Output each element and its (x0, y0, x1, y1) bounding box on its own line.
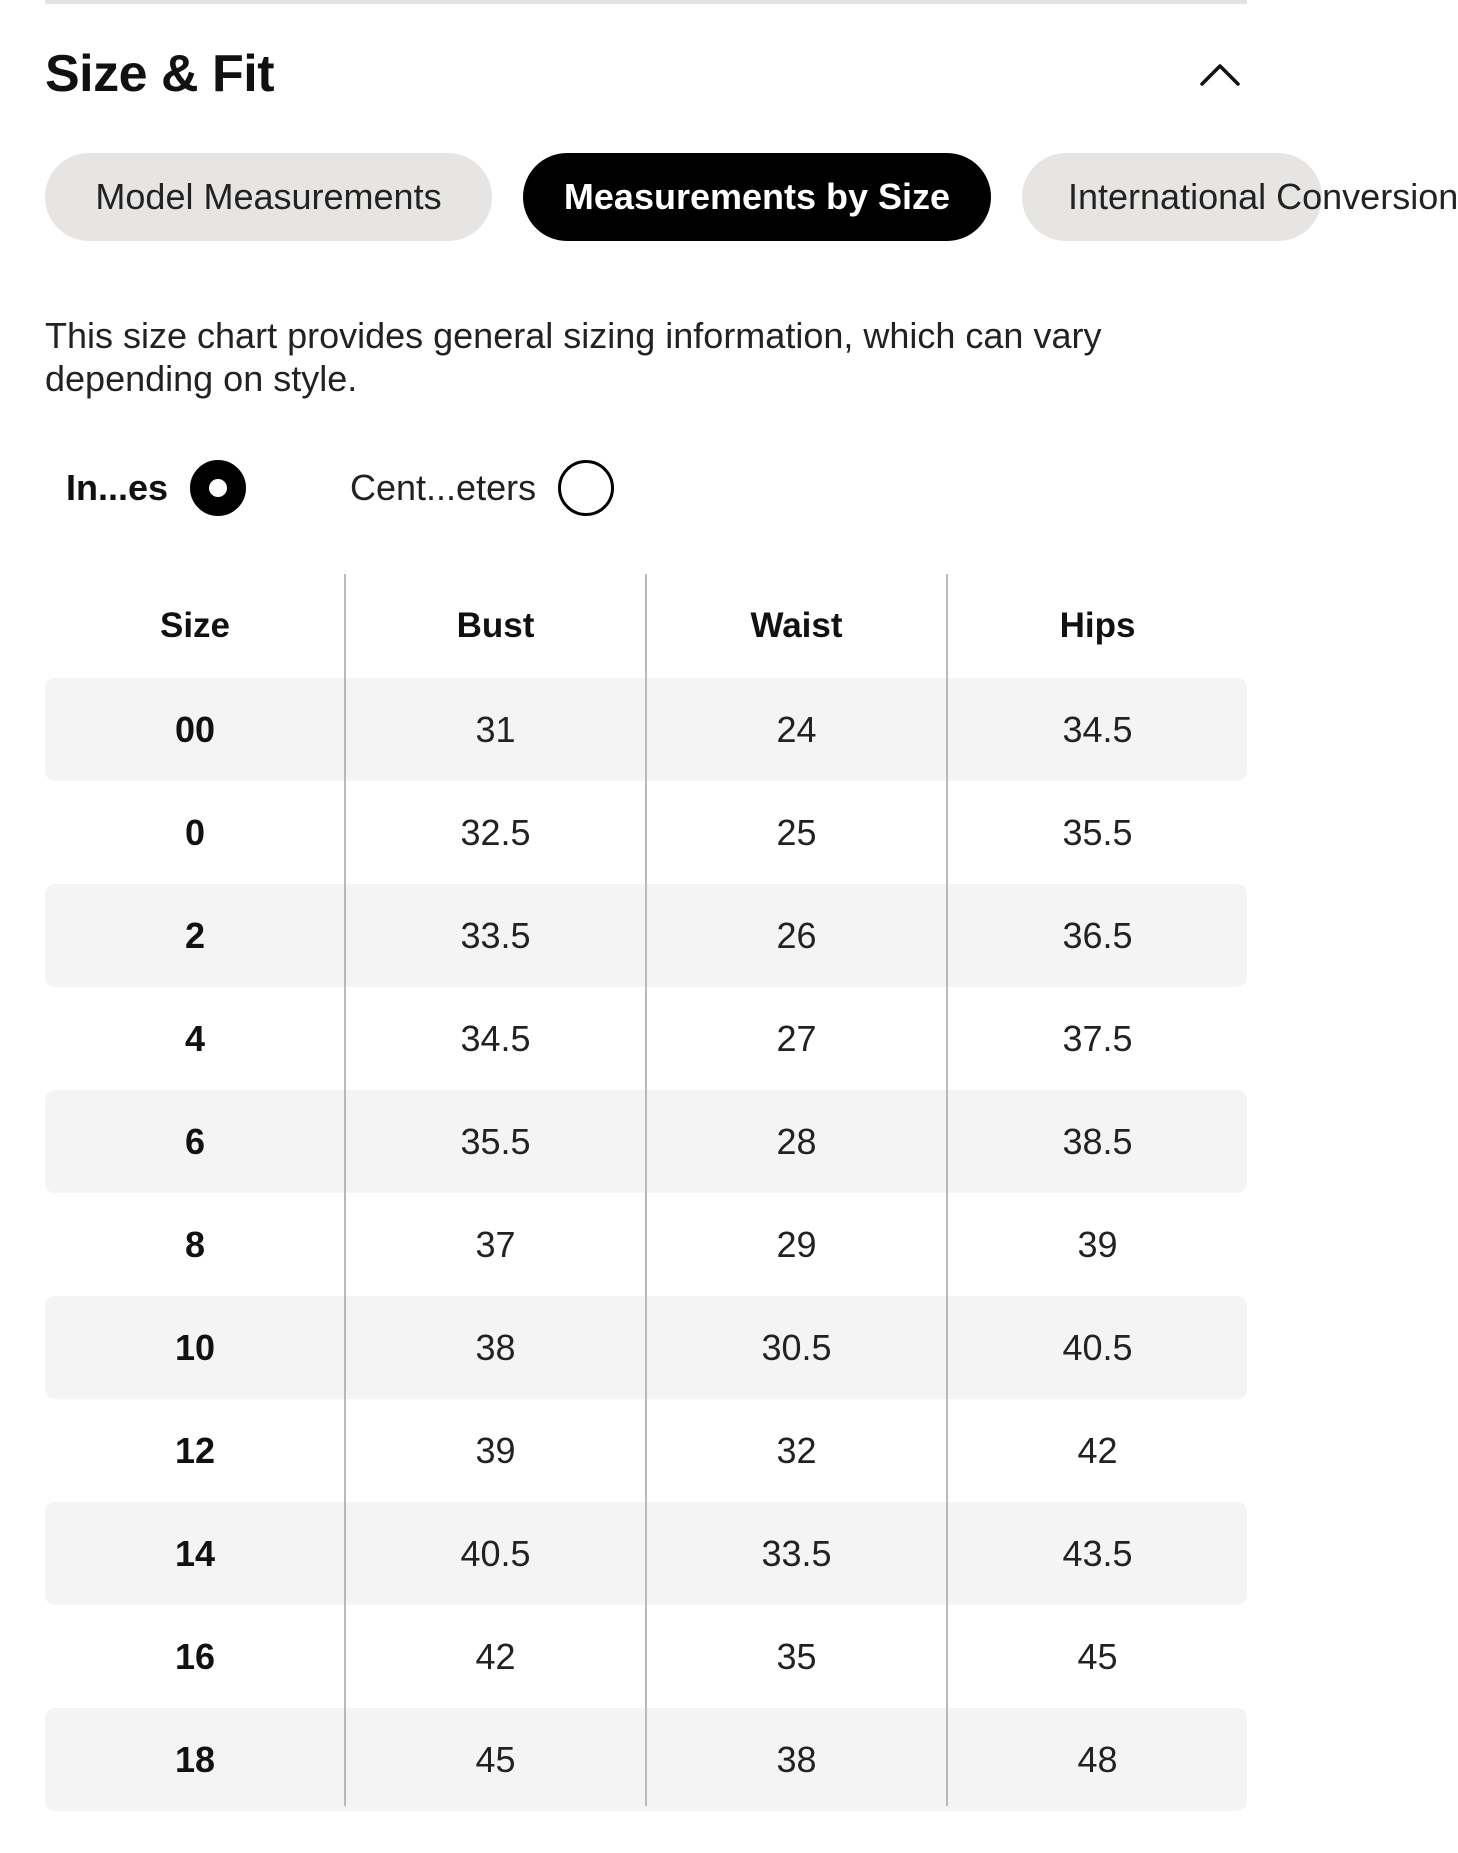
hips-cell: 45 (1077, 1635, 1118, 1677)
section-header (45, 38, 1247, 110)
column-divider (946, 574, 948, 1806)
bust-cell: 38 (475, 1326, 516, 1368)
tabs-strip (45, 153, 1458, 241)
bust-cell: 33.5 (460, 914, 531, 956)
hips-cell: 36.5 (1062, 914, 1133, 956)
unit-option-inches[interactable] (66, 458, 246, 518)
header-size: Size (159, 606, 231, 645)
inches-label: In...es (66, 467, 169, 508)
centimeters-radio[interactable] (558, 460, 614, 516)
top-divider (45, 0, 1247, 4)
hips-cell: 40.5 (1062, 1326, 1133, 1368)
waist-cell: 28 (776, 1120, 817, 1162)
waist-cell: 38 (776, 1738, 817, 1780)
size-cell: 0 (184, 811, 206, 853)
hips-cell: 38.5 (1062, 1120, 1133, 1162)
header-waist: Waist (750, 606, 843, 645)
size-cell: 18 (174, 1738, 216, 1780)
waist-cell: 29 (776, 1223, 817, 1265)
hips-cell: 42 (1077, 1429, 1118, 1471)
waist-cell: 33.5 (761, 1532, 832, 1574)
bust-cell: 42 (475, 1635, 516, 1677)
centimeters-label: Cent...eters (350, 467, 537, 508)
hips-cell: 37.5 (1062, 1017, 1133, 1059)
hips-cell: 35.5 (1062, 811, 1133, 853)
section-title: Size & Fit (45, 45, 275, 103)
bust-cell: 35.5 (460, 1120, 531, 1162)
waist-cell: 25 (776, 811, 817, 853)
header-bust: Bust (456, 606, 535, 645)
bust-cell: 34.5 (460, 1017, 531, 1059)
hips-cell: 34.5 (1062, 708, 1133, 750)
tab-measurements-by-size[interactable]: Measurements by Size (523, 153, 991, 241)
tab-international-conversion[interactable]: International Conversion (1022, 153, 1322, 241)
bust-cell: 45 (475, 1738, 516, 1780)
bust-cell: 40.5 (460, 1532, 531, 1574)
column-divider (645, 574, 647, 1806)
bust-cell: 31 (475, 708, 516, 750)
waist-cell: 27 (776, 1017, 817, 1059)
size-cell: 6 (184, 1120, 206, 1162)
chevron-up-icon (1198, 60, 1242, 88)
waist-cell: 35 (776, 1635, 817, 1677)
bust-cell: 32.5 (460, 811, 531, 853)
bust-cell: 39 (475, 1429, 516, 1471)
tab-model-measurements[interactable]: Model Measurements (45, 153, 492, 241)
size-chart-description: This size chart provides general sizing information, which can vary depending on style. (45, 315, 1102, 399)
size-cell: 16 (174, 1635, 216, 1677)
hips-cell: 48 (1077, 1738, 1118, 1780)
size-cell: 4 (184, 1017, 206, 1059)
waist-cell: 24 (776, 708, 817, 750)
size-cell: 00 (174, 708, 216, 750)
size-cell: 8 (184, 1223, 206, 1265)
hips-cell: 43.5 (1062, 1532, 1133, 1574)
radio-selected-dot (209, 479, 227, 497)
size-cell: 10 (174, 1326, 216, 1368)
unit-option-centimeters[interactable] (350, 458, 614, 518)
size-cell: 12 (174, 1429, 216, 1471)
waist-cell: 30.5 (761, 1326, 832, 1368)
hips-cell: 39 (1077, 1223, 1118, 1265)
waist-cell: 32 (776, 1429, 817, 1471)
column-divider (344, 574, 346, 1806)
inches-radio[interactable] (190, 460, 246, 516)
header-hips: Hips (1059, 606, 1136, 645)
size-cell: 2 (184, 914, 206, 956)
size-cell: 14 (174, 1532, 216, 1574)
size-table (45, 574, 1247, 1811)
collapse-button[interactable] (1193, 47, 1247, 101)
waist-cell: 26 (776, 914, 817, 956)
bust-cell: 37 (475, 1223, 516, 1265)
